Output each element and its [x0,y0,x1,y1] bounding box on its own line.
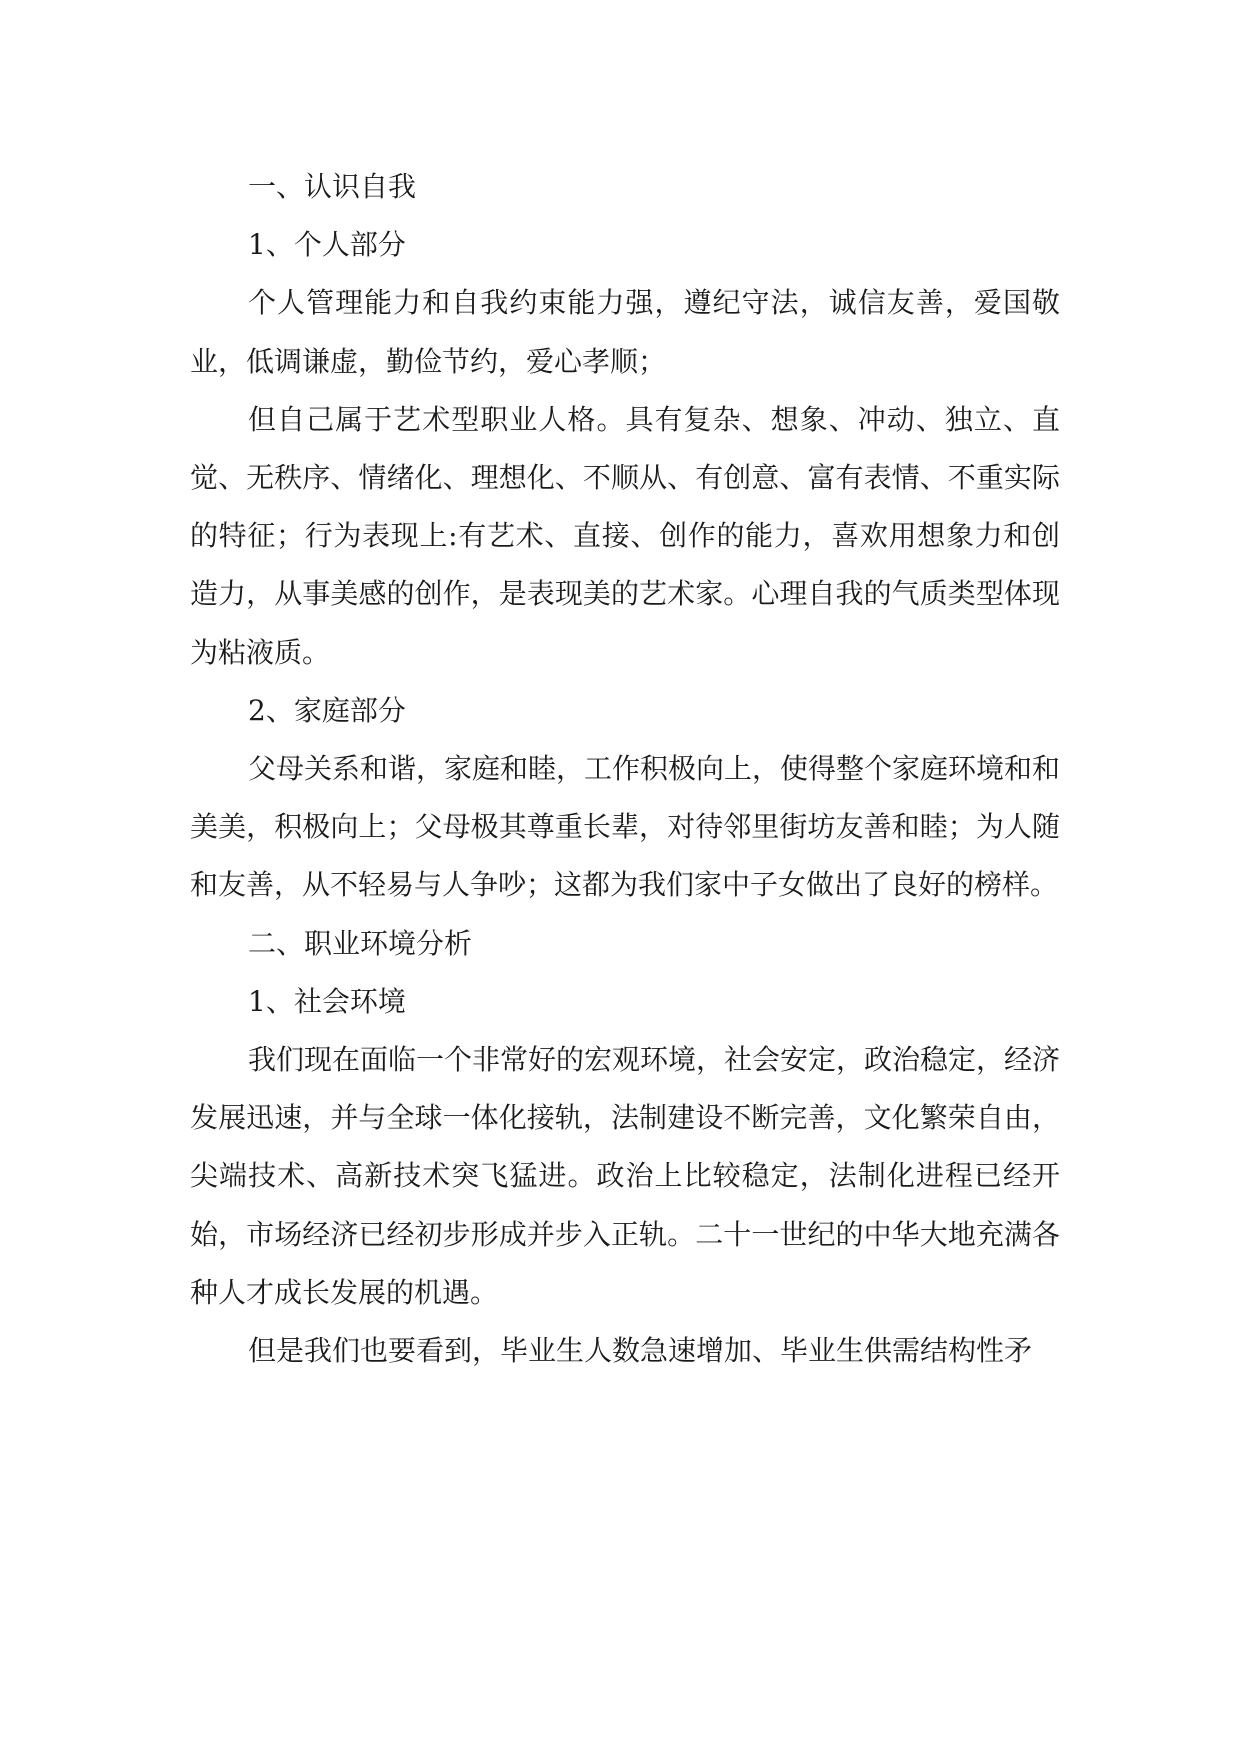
paragraph-social-environment: 我们现在面临一个非常好的宏观环境，社会安定，政治稳定，经济发展迅速，并与全球一体化接轨，法制建设不断完善，文化繁荣自由，尖端技术、高新技术突飞猛进。政治上比较稳定，法制化进程已经开始，市场经济已经初步形成并步入正轨。二十一世纪的中华大地充满各种人才成长发展的机遇。 [190,1043,1061,1309]
paragraph-personality-type: 但自己属于艺术型职业人格。具有复杂、想象、冲动、独立、直觉、无秩序、情绪化、理想化、不顺从、有创意、富有表情、不重实际的特征；行为表现上:有艺术、直接、创作的能力，喜欢用想象力和创造力，从事美感的创作，是表现美的艺术家。心理自我的气质类型体现为粘液质。 [190,402,1060,669]
subheading-family: 2、家庭部分 [248,693,406,727]
subheading-social-environment: 1、社会环境 [248,984,406,1018]
paragraph-graduate-challenges: 但是我们也要看到，毕业生人数急速增加、毕业生供需结构性矛 [248,1334,1033,1368]
document-body [190,158,1060,1380]
paragraph-personal-traits: 个人管理能力和自我约束能力强，遵纪守法，诚信友善，爱国敬业，低调谦虚，勤俭节约，爱心孝顺； [190,286,1060,378]
heading-self-awareness: 一、认识自我 [248,170,417,203]
subheading-personal: 1、个人部分 [248,228,406,262]
heading-career-environment: 二、职业环境分析 [248,926,473,960]
paragraph-family: 父母关系和谐，家庭和睦，工作积极向上，使得整个家庭环境和和美美，积极向上；父母极其尊重长辈，对待邻里街坊友善和睦；为人随和友善，从不轻易与人争吵；这都为我们家中子女做出了良好的榜样。 [190,752,1061,902]
